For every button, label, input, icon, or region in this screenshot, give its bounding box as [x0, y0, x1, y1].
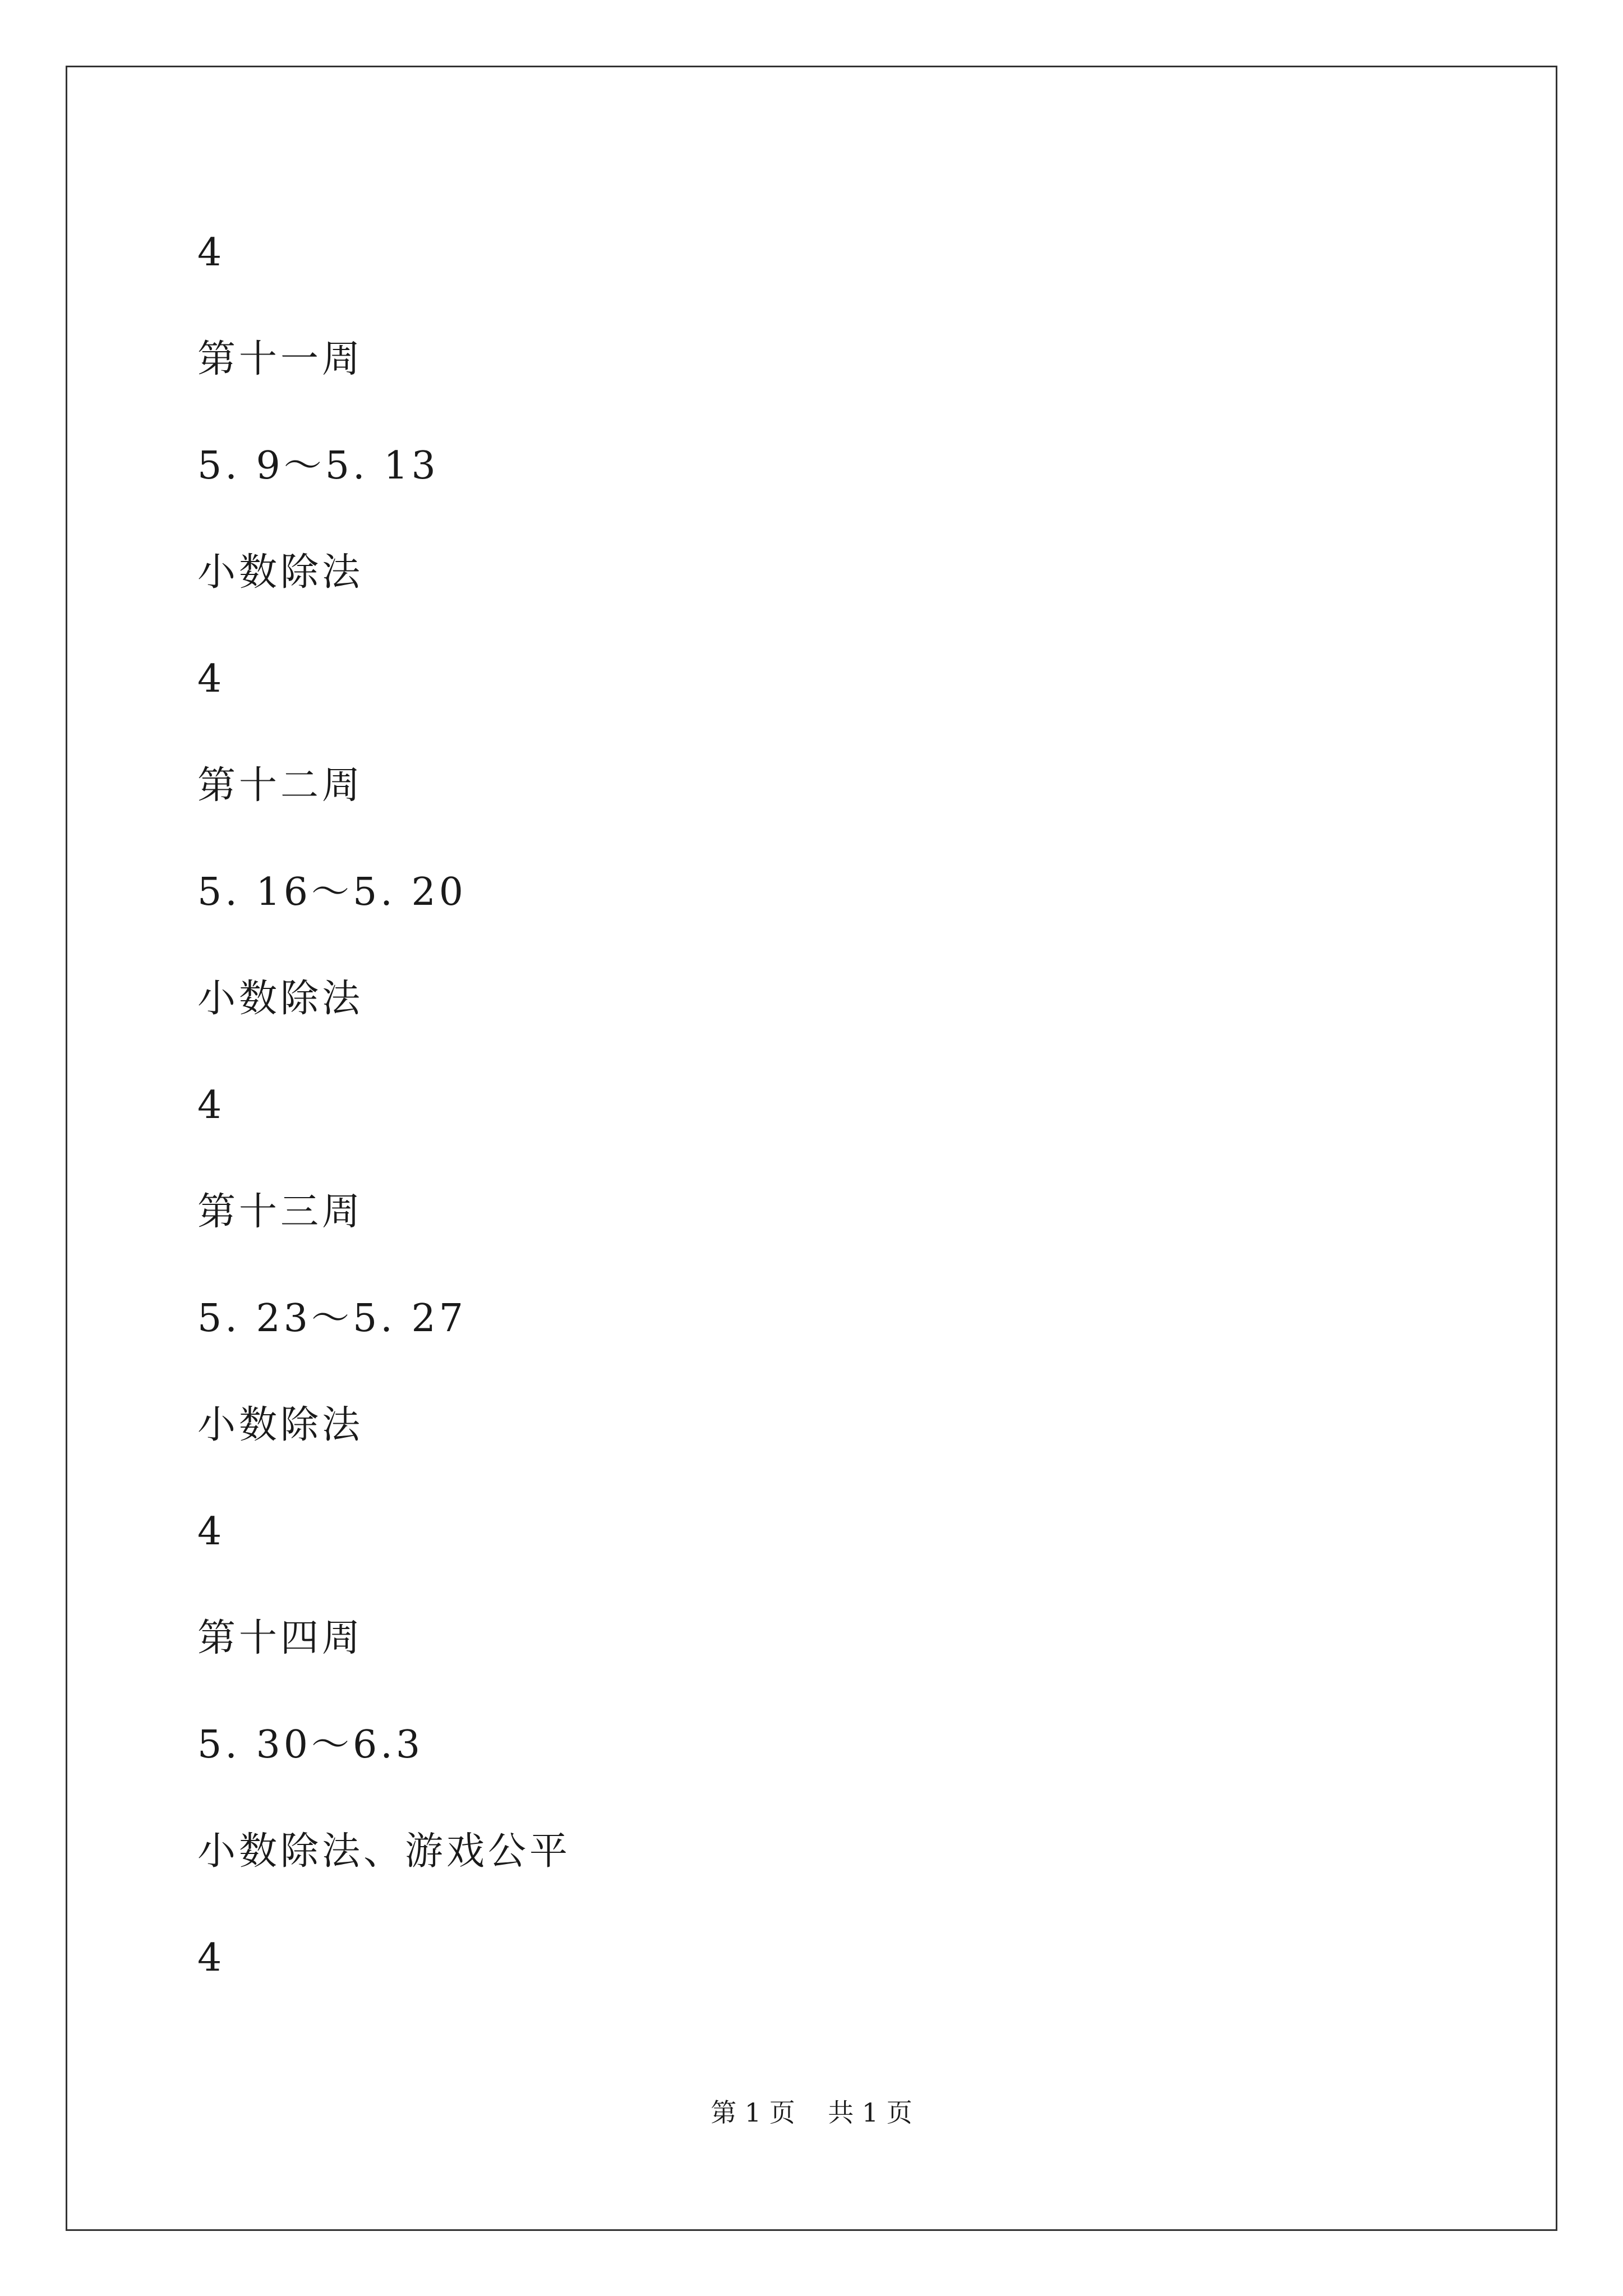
topic-line: 小数除法: [197, 1403, 364, 1447]
topic-line: 小数除法: [197, 977, 364, 1021]
hours-line: 4: [197, 1083, 225, 1128]
week-line: 第十二周: [197, 763, 364, 808]
date-range-line: 5. 30～6.3: [197, 1723, 424, 1767]
topic-line: 小数除法、游戏公平: [197, 1829, 571, 1874]
date-range-line: 5. 9～5. 13: [197, 444, 439, 488]
week-line: 第十一周: [197, 337, 364, 381]
page-number: 第 1 页: [711, 2097, 795, 2128]
hours-line: 4: [197, 1936, 225, 1980]
hours-line: 4: [197, 1510, 225, 1554]
week-line: 第十四周: [197, 1616, 364, 1660]
topic-line: 小数除法: [197, 550, 364, 595]
page-total: 共 1 页: [828, 2097, 912, 2128]
page-footer: [0, 2092, 1623, 2129]
date-range-line: 5. 23～5. 27: [197, 1296, 467, 1341]
week-line: 第十三周: [197, 1190, 364, 1234]
date-range-line: 5. 16～5. 20: [197, 870, 467, 914]
hours-line: 4: [197, 657, 225, 701]
hours-line: 4: [197, 231, 225, 275]
document-body: [197, 217, 1487, 2028]
